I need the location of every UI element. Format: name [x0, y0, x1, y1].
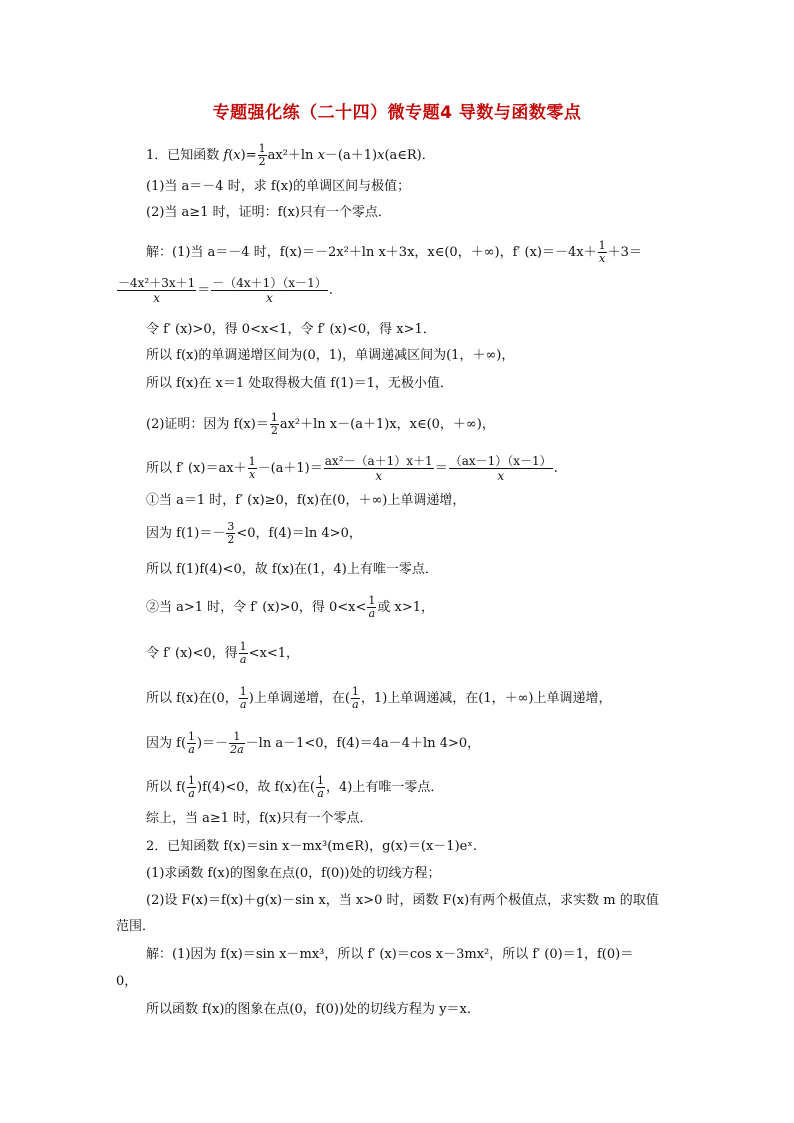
solution-1-extreme: 所以 f(x)在 x＝1 处取得极大值 f(1)＝1，无极小值．: [146, 376, 453, 391]
solution-1-derivative-fractions: $\frac{\text{－4x²＋3x＋1}}{x}$ ＝ $\frac{-(4x+1)(x-1)}{x}$ .: [118, 276, 333, 305]
problem-1-question-2: (2)当 a≥1 时，证明：f(x)只有一个零点．: [146, 205, 391, 220]
problem-1-question-1: (1)当 a＝－4 时，求 f(x)的单调区间与极值；: [146, 179, 411, 194]
solution-1-sign: 令 f′ (x)>0，得 0<x<1，令 f′ (x)<0，得 x>1．: [146, 322, 436, 337]
proof-2-setup: (2)证明：因为 f(x)＝ $\frac{1}{2}$ ax²＋ln x－(a＋1)x，x∈(0，＋∞)，: [146, 411, 495, 437]
problem-2-solution-1-cont: 0，: [116, 974, 138, 989]
page-title: 专题强化练（二十四）微专题4 导数与函数零点: [212, 103, 582, 123]
proof-2-unique-zero-1: 所以 f(1)f(4)<0，故 f(x)在(1，4)上有唯一零点．: [146, 562, 438, 577]
fraction-half: $\frac{1}{2}$: [258, 142, 266, 168]
proof-2-derivative: 所以 f′ (x)＝ax＋ $\frac{1}{x}$ －(a＋1)＝ $\frac{\text{ax²－（a＋1）x＋1}}{x}$ ＝ $\frac{(ax-1)(x-1)}{x}$ .: [146, 454, 558, 483]
problem-2-solution-1: 解：(1)因为 f(x)＝sin x－mx³，所以 f′ (x)＝cos x－3mx²，所以 f′ (0)＝1，f(0)＝: [146, 947, 634, 962]
problem-2-stem: 2．已知函数 f(x)＝sin x－mx³(m∈R)，g(x)＝(x－1)eˣ.: [146, 839, 477, 854]
proof-2-values: 因为 f(1)＝－ $\frac{3}{2}$ <0，f(4)＝ln 4>0，: [146, 520, 362, 546]
proof-2-evaluation: 因为 f( $\frac{1}{a}$ )＝－ $\frac{1}{2a}$ －ln a－1<0，f(4)＝4a－4＋ln 4>0，: [146, 730, 481, 756]
proof-2-unique-zero-2: 所以 f( $\frac{1}{a}$ )f(4)<0，故 f(x)在( $\frac{1}{a}$ ，4)上有唯一零点．: [146, 774, 444, 800]
solution-1-line: 解：(1)当 a＝－4 时，f(x)＝－2x²＋ln x＋3x，x∈(0，＋∞)，f′ (x)＝－4x＋ $\frac{1}{x}$ ＋3＝: [146, 239, 642, 265]
proof-2-conclusion: 综上，当 a≥1 时，f(x)只有一个零点．: [146, 811, 373, 826]
problem-2-question-2: (2)设 F(x)＝f(x)＋g(x)－sin x，当 x>0 时，函数 F(x)有两个极值点，求实数 m 的取值: [146, 893, 659, 908]
problem-2-tangent-line: 所以函数 f(x)的图象在点(0，f(0))处的切线方程为 y＝x.: [146, 1002, 472, 1017]
solution-1-intervals: 所以 f(x)的单调递增区间为(0，1)，单调递减区间为(1，＋∞)，: [146, 348, 515, 363]
proof-2-monotonicity: 所以 f(x)在(0， $\frac{1}{a}$ )上单调递增，在( $\frac{1}{a}$ ，1)上单调递减，在(1，＋∞)上单调递增，: [146, 685, 612, 711]
proof-2-case-1: ①当 a＝1 时，f′ (x)≥0，f(x)在(0，＋∞)上单调递增，: [146, 493, 466, 508]
proof-2-case-2-decrease: 令 f′ (x)<0，得 $\frac{1}{a}$ <x<1，: [146, 640, 300, 666]
problem-1-stem: 1．已知函数 f(x)= $\frac{1}{2}$ ax²＋ln x－(a＋1)x(a∈R)．: [146, 142, 435, 168]
proof-2-case-2: ②当 a>1 时，令 f′ (x)>0，得 0<x< $\frac{1}{a}$ 或 x>1，: [146, 594, 435, 620]
problem-2-question-1: (1)求函数 f(x)的图象在点(0，f(0))处的切线方程；: [146, 866, 441, 881]
problem-2-question-2-cont: 范围．: [116, 919, 156, 934]
